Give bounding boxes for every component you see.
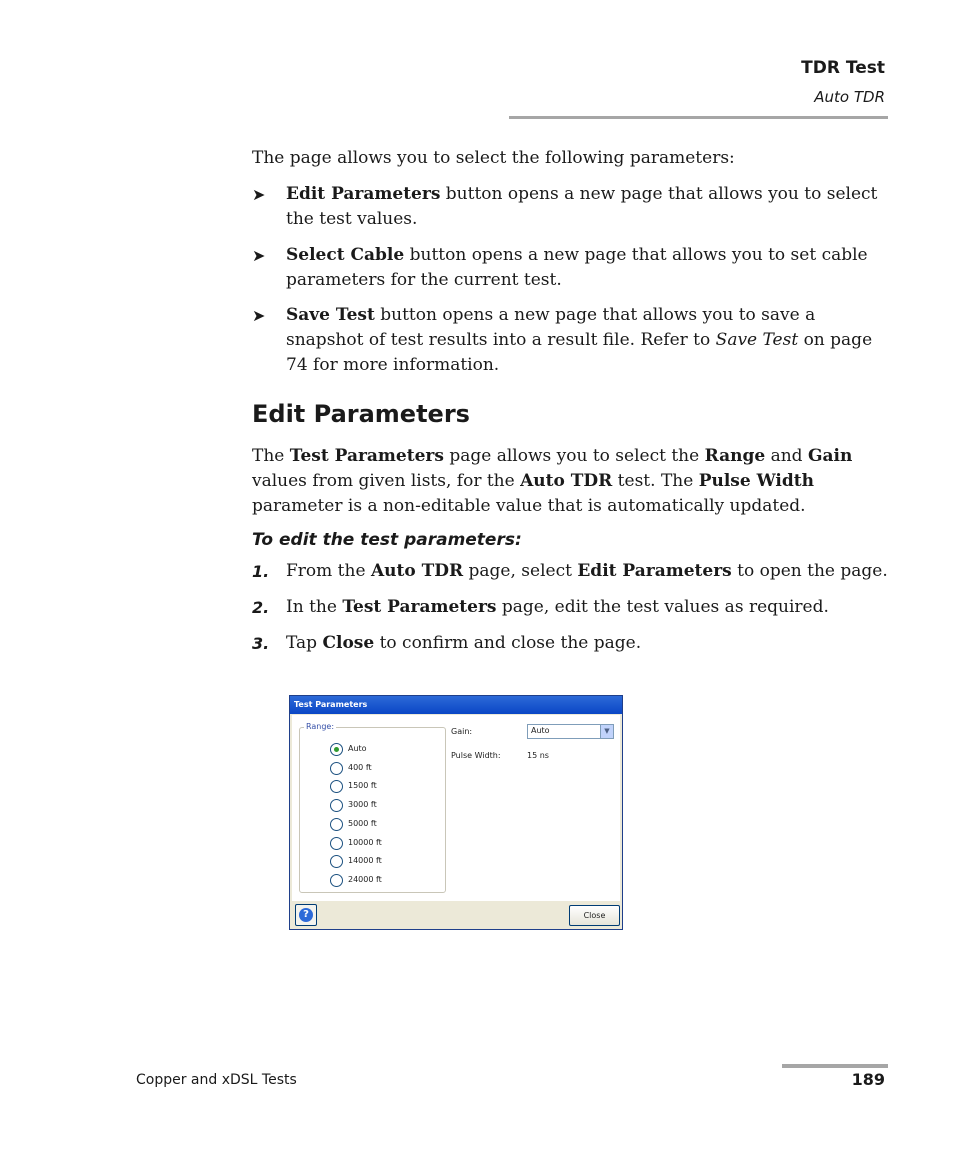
bullet-save-test — [252, 303, 888, 378]
radio-button[interactable] — [330, 762, 343, 775]
running-header-title: TDR Test — [801, 58, 885, 78]
dialog-body — [292, 715, 620, 901]
bullet-edit-parameters — [252, 182, 888, 232]
bullet-arrow-icon: ➤ — [252, 246, 266, 265]
footer-chapter: Copper and xDSL Tests — [136, 1072, 297, 1088]
footer-rule — [782, 1064, 888, 1068]
bullet-arrow-icon: ➤ — [252, 185, 266, 204]
step-number: 2. — [252, 598, 270, 617]
bullet-term: Select Cable — [286, 245, 405, 265]
intro-text: The page allows you to select the following parameters: — [252, 148, 735, 168]
range-group-label: Range: — [306, 722, 335, 731]
range-option-label: 400 ft — [348, 762, 372, 772]
gain-select[interactable] — [527, 724, 614, 739]
range-option-label: 10000 ft — [348, 837, 382, 847]
gain-label: Gain: — [451, 727, 473, 736]
bullet-select-cable — [252, 243, 888, 293]
range-group — [299, 722, 446, 893]
procedure-title: To edit the test parameters: — [252, 530, 522, 550]
header-rule — [509, 116, 888, 119]
bullet-term: Edit Parameters — [286, 184, 441, 204]
gain-value: Auto — [531, 726, 550, 735]
bullet-desc-tail: on page 74 for more information. — [286, 330, 873, 375]
step-number: 3. — [252, 634, 270, 653]
chevron-down-icon[interactable]: ▼ — [600, 725, 613, 738]
radio-button[interactable] — [330, 874, 343, 887]
section-heading: Edit Parameters — [252, 400, 470, 428]
step-2: 2. In the Test Parameters page, edit the test values as required. — [252, 595, 888, 620]
range-option-label: 14000 ft — [348, 856, 382, 866]
section-paragraph: The Test Parameters page allows you to select the Range and Gain values from given lists, for the Auto TDR test. The Pulse Width parameter is a non-editable value that is automatically updated. — [252, 446, 853, 516]
test-parameters-dialog — [289, 695, 623, 930]
range-option-label: 3000 ft — [348, 800, 377, 810]
bullet-term: Save Test — [286, 305, 375, 325]
cross-reference: Save Test — [715, 330, 799, 350]
help-icon: ? — [299, 908, 313, 922]
close-button[interactable]: Close — [569, 905, 620, 926]
range-option-label: 24000 ft — [348, 874, 382, 884]
bullet-arrow-icon: ➤ — [252, 306, 266, 325]
step-number: 1. — [252, 562, 270, 581]
step-1: 1. From the Auto TDR page, select Edit Parameters to open the page. — [252, 559, 888, 584]
bullet-desc: button opens a new page that allows you to select the test values. — [286, 184, 878, 229]
pulse-width-label: Pulse Width: — [451, 751, 501, 760]
step-3: 3. Tap Close to confirm and close the page. — [252, 631, 888, 656]
bullet-desc: button opens a new page that allows you to set cable parameters for the current test. — [286, 245, 868, 290]
range-option-label: Auto — [348, 744, 367, 753]
range-option-label: 5000 ft — [348, 818, 377, 828]
radio-button[interactable] — [330, 799, 343, 812]
page-number: 189 — [851, 1070, 885, 1089]
running-header-subtitle: Auto TDR — [814, 88, 885, 106]
dialog-title: Test Parameters — [290, 696, 622, 714]
radio-button[interactable] — [330, 818, 343, 831]
radio-button[interactable] — [330, 837, 343, 850]
help-button[interactable] — [295, 904, 317, 926]
radio-button[interactable] — [330, 743, 343, 756]
bullet-desc: button opens a new page that allows you to save a snapshot of test results into a result file. Refer to — [286, 305, 816, 350]
range-option-label: 1500 ft — [348, 781, 377, 791]
pulse-width-value: 15 ns — [527, 751, 549, 760]
